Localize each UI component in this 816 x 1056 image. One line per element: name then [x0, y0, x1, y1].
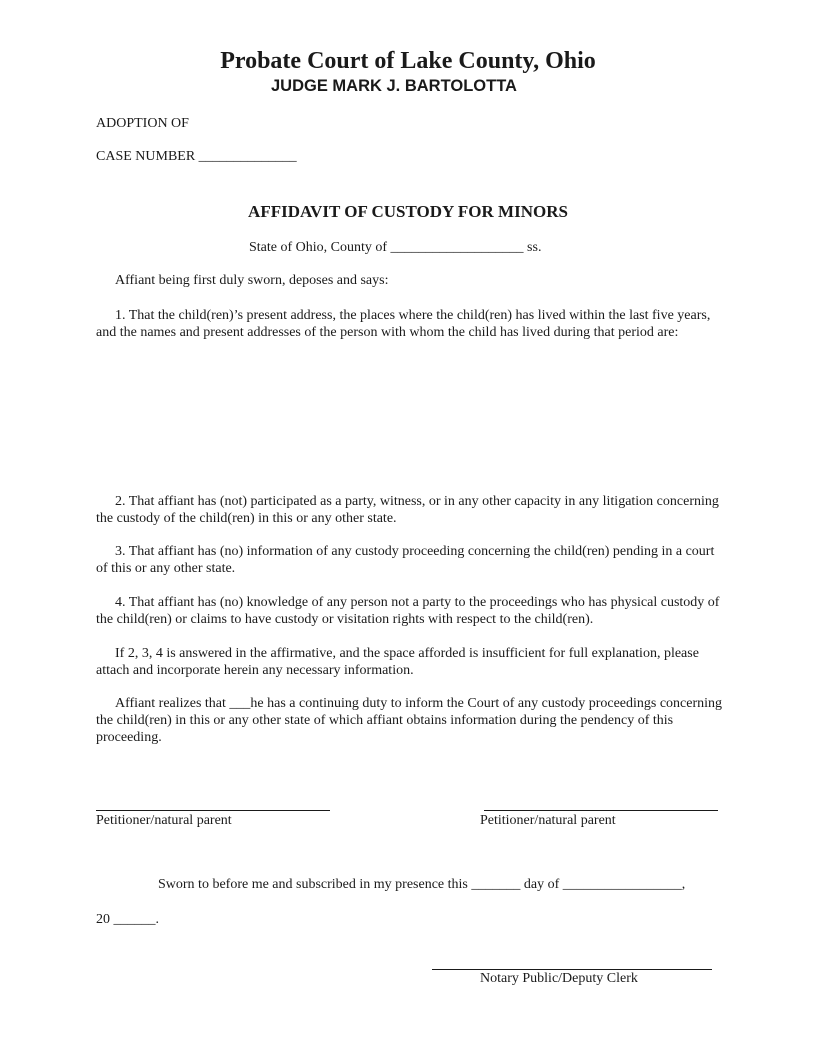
case-number-field[interactable]: CASE NUMBER ______________: [96, 149, 297, 164]
notary-label: Notary Public/Deputy Clerk: [480, 971, 638, 986]
petitioner-signature-line-left[interactable]: [96, 810, 330, 811]
paragraph-2: [96, 493, 726, 527]
paragraph-1: [96, 307, 726, 341]
petitioner-label-left: Petitioner/natural parent: [96, 813, 232, 828]
affirmative-note-text: If 2, 3, 4 is answered in the affirmative, and the space afforded is insufficient for full explanation, please attach and incorporate herein any necessary information.: [96, 646, 699, 678]
petitioner-signature-line-right[interactable]: [484, 810, 718, 811]
paragraph-continuing-duty: [96, 695, 726, 746]
judge-name: JUDGE MARK J. BARTOLOTTA: [271, 77, 517, 95]
paragraph-1-text: 1. That the child(ren)’s present address, the places where the child(ren) has lived within the last five years, and the names and present addresses of the person with whom the child has lived during that period are:: [96, 308, 711, 340]
paragraph-affirmative-note: [96, 645, 726, 679]
paragraph-3-text: 3. That affiant has (no) information of any custody proceeding concerning the child(ren) pending in a court of this or any other state.: [96, 544, 715, 576]
jurat-year-line[interactable]: 20 ______.: [96, 912, 159, 927]
paragraph-3: [96, 543, 726, 577]
affiant-intro: Affiant being first duly sworn, deposes and says:: [115, 273, 389, 288]
affidavit-title: AFFIDAVIT OF CUSTODY FOR MINORS: [248, 202, 568, 221]
jurat-sworn-line[interactable]: Sworn to before me and subscribed in my presence this _______ day of _________________,: [158, 877, 686, 892]
court-title: Probate Court of Lake County, Ohio: [220, 48, 596, 74]
notary-signature-line[interactable]: [432, 969, 712, 970]
paragraph-4: [96, 594, 726, 628]
paragraph-4-text: 4. That affiant has (no) knowledge of any person not a party to the proceedings who has physical custody of the child(ren) or claims to have custody or visitation rights with respect to the child(ren).: [96, 595, 720, 627]
venue-line[interactable]: State of Ohio, County of ___________________ ss.: [249, 240, 542, 255]
petitioner-label-right: Petitioner/natural parent: [480, 813, 616, 828]
continuing-duty-text: Affiant realizes that ___he has a continuing duty to inform the Court of any custody proceedings concerning the child(ren) in this or any other state of which affiant obtains information during the pendency of this proceeding.: [96, 696, 723, 745]
adoption-of-label: ADOPTION OF: [96, 116, 189, 131]
paragraph-2-text: 2. That affiant has (not) participated as a party, witness, or in any other capacity in any litigation concerning the custody of the child(ren) in this or any other state.: [96, 494, 719, 526]
